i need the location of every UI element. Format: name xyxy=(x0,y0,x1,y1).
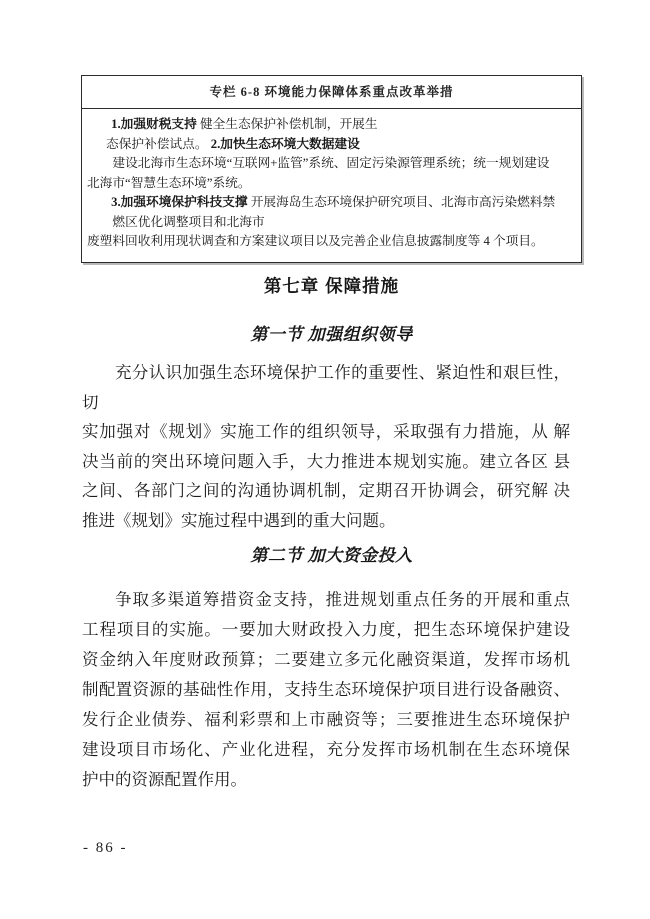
chapter-heading: 第七章 保障措施 xyxy=(263,276,400,296)
paragraph-line: 制配置资源的基础性作用，支持生态环境保护项目进行设备融资、 xyxy=(82,680,570,699)
section-heading-1: 第一节 加强组织领导 xyxy=(250,325,413,344)
paragraph-line: 发行企业债券、福利彩票和上市融资等；三要推进生态环境保护 xyxy=(82,710,570,729)
column-box-title: 专栏 6-8 环境能力保障体系重点改革举措 xyxy=(82,76,581,109)
paragraph-line: 建设项目市场化、产业化进程，充分发挥市场机制在生态环境保 xyxy=(82,740,570,759)
paragraph-line: 资金纳入年度财政预算；二要建立多元化融资渠道，发挥市场机 xyxy=(82,650,570,669)
box-text-line xyxy=(87,154,576,174)
paragraph-line: 实加强对《规划》实施工作的组织领导，采取强有力措施，从 解 xyxy=(82,422,570,441)
box-item-title: 3.加强环境保护科技支撑 xyxy=(111,195,248,209)
box-item-text: 态保护补偿试点。 xyxy=(106,136,211,151)
box-item-text: 北海市“智慧生态环境”系统。 xyxy=(87,175,251,190)
page-number: - 86 - xyxy=(83,840,128,856)
box-text-line xyxy=(87,174,576,194)
box-text-line xyxy=(87,115,576,135)
box-item-text: 燃区优化调整项目和北海市 xyxy=(112,214,265,229)
paragraph-line: 之间、各部门之间的沟通协调机制，定期召开协调会，研究解 决 xyxy=(82,481,570,500)
paragraph-section-1 xyxy=(82,358,570,535)
paragraph-line: 护中的资源配置作用。 xyxy=(82,770,247,789)
paragraph-line: 争取多渠道筹措资金支持，推进规划重点任务的开展和重点 xyxy=(115,590,570,609)
box-item-title: 2.加快生态环境大数据建设 xyxy=(210,136,360,151)
box-text-line xyxy=(87,135,576,155)
box-item-title: 1.加强财税支持 xyxy=(111,117,197,131)
box-text-line xyxy=(87,213,576,233)
column-box-6-8 xyxy=(81,75,582,263)
section-heading-2: 第二节 加大资金投入 xyxy=(250,546,413,565)
paragraph-line: 工程项目的实施。一要加大财政投入力度，把生态环境保护建设 xyxy=(82,620,570,639)
box-item-text: 废塑料回收利用现状调查和方案建议项目以及完善企业信息披露制度等 4 个项目。 xyxy=(87,234,544,248)
box-item-text: 开展海岛生态环境保护研究项目、北海市高污染燃料禁 xyxy=(247,195,556,209)
box-text-line xyxy=(87,232,576,252)
paragraph-line: 推进《规划》实施过程中遇到的重大问题。 xyxy=(82,510,396,530)
box-text-line xyxy=(87,193,576,213)
column-box-content xyxy=(82,109,581,252)
paragraph-section-2 xyxy=(82,585,570,795)
paragraph-line: 充分认识加强生态环境保护工作的重要性、紧迫性和艰巨性， 切 xyxy=(82,363,570,412)
paragraph-line: 决当前的突出环境问题入手，大力推进本规划实施。建立各区 县 xyxy=(82,451,570,471)
box-item-text: 健全生态保护补偿机制，开展生 xyxy=(196,117,378,131)
box-item-text: 建设北海市生态环境“互联网+监管”系统、固定污染源管理系统；统一规划建设 xyxy=(112,156,550,170)
